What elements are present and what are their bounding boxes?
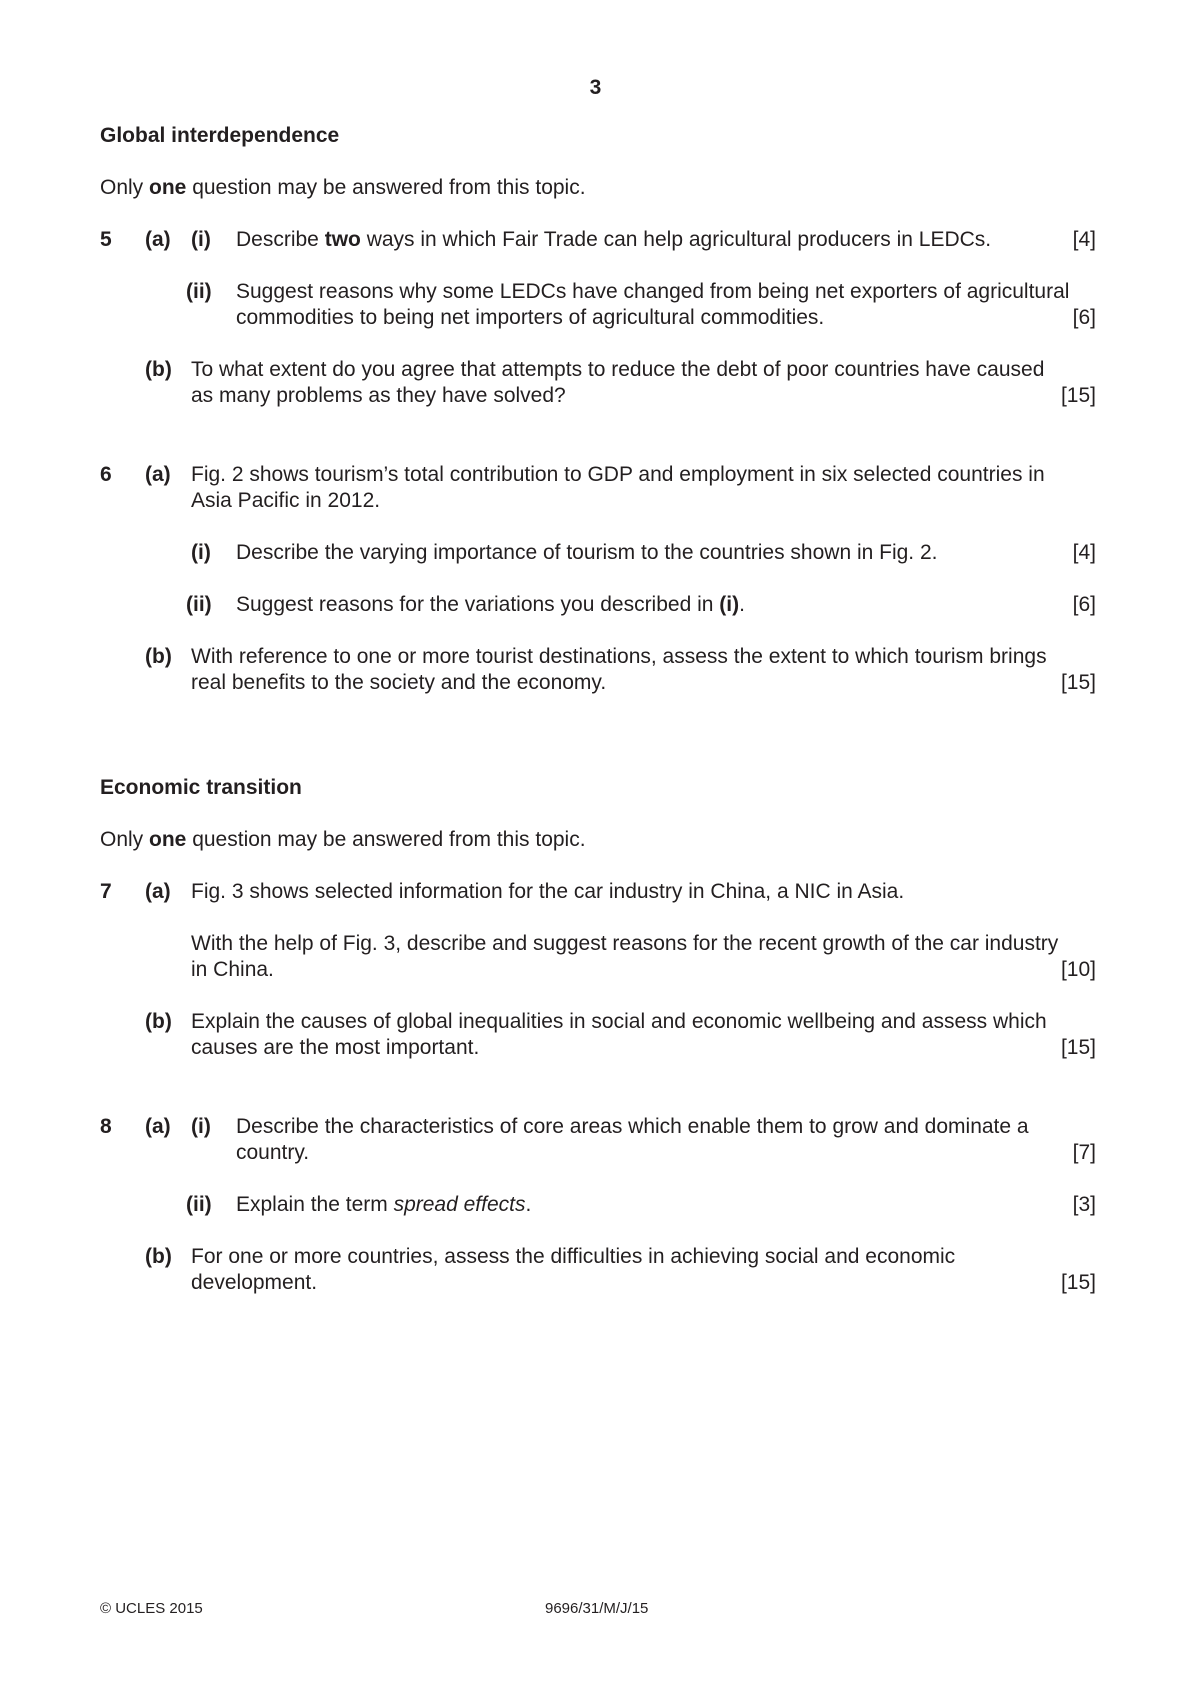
mark-8a-ii: [3] bbox=[1072, 1193, 1096, 1216]
intro-text: Only bbox=[100, 176, 150, 199]
section-intro bbox=[100, 828, 586, 852]
question-text-8a-i: Describe the characteristics of core areas which enable them to grow and dominate a bbox=[236, 1115, 1029, 1138]
text: Suggest reasons for the variations you described in bbox=[236, 593, 720, 616]
question-text-5a-ii-cont: commodities to being net importers of agricultural commodities. bbox=[236, 306, 825, 329]
subpart-label-5a-ii: (ii) bbox=[186, 280, 212, 303]
question-text-5b-cont: as many problems as they have solved? bbox=[191, 384, 566, 407]
mark-8a-i: [7] bbox=[1072, 1141, 1096, 1164]
text: Describe bbox=[236, 228, 325, 251]
question-text-7a-2: With the help of Fig. 3, describe and suggest reasons for the recent growth of the car industry bbox=[191, 932, 1059, 955]
mark-5a-ii: [6] bbox=[1072, 306, 1096, 329]
question-number-6: 6 bbox=[100, 463, 112, 486]
mark-8b: [15] bbox=[1060, 1271, 1096, 1294]
part-label-7b: (b) bbox=[145, 1010, 172, 1033]
text: Explain the term bbox=[236, 1193, 394, 1216]
bold-text: (i) bbox=[719, 593, 740, 616]
question-text-6a-cont: Asia Pacific in 2012. bbox=[191, 489, 381, 512]
question-text-5a-ii: Suggest reasons why some LEDCs have changed from being net exporters of agricultural bbox=[236, 280, 1070, 303]
question-text-8b-cont: development. bbox=[191, 1271, 318, 1294]
subpart-label-8a-i: (i) bbox=[191, 1115, 211, 1138]
question-text-6a-ii bbox=[236, 592, 1016, 618]
section-title-global-interdependence: Global interdependence bbox=[100, 124, 340, 147]
text: ways in which Fair Trade can help agricultural producers in LEDCs. bbox=[360, 228, 992, 251]
question-text-7a: Fig. 3 shows selected information for the car industry in China, a NIC in Asia. bbox=[191, 880, 905, 903]
intro-text: Only bbox=[100, 828, 150, 851]
subpart-label-8a-ii: (ii) bbox=[186, 1193, 212, 1216]
question-text-6a-i: Describe the varying importance of tourism to the countries shown in Fig. 2. bbox=[236, 541, 938, 564]
mark-7a: [10] bbox=[1060, 958, 1096, 981]
question-text-6b-cont: real benefits to the society and the economy. bbox=[191, 671, 607, 694]
text: . bbox=[525, 1193, 532, 1216]
section-title-economic-transition: Economic transition bbox=[100, 776, 302, 799]
mark-7b: [15] bbox=[1060, 1036, 1096, 1059]
part-label-6a: (a) bbox=[145, 463, 171, 486]
question-text-6b: With reference to one or more tourist destinations, assess the extent to which tourism brings bbox=[191, 645, 1047, 668]
page-number: 3 bbox=[589, 76, 602, 99]
mark-6b: [15] bbox=[1060, 671, 1096, 694]
mark-6a-ii: [6] bbox=[1072, 593, 1096, 616]
part-label-8a: (a) bbox=[145, 1115, 171, 1138]
footer-copyright: © UCLES 2015 bbox=[100, 1600, 203, 1617]
question-text-6a: Fig. 2 shows tourism’s total contribution to GDP and employment in six selected countries in bbox=[191, 463, 1045, 486]
italic-term: spread effects bbox=[393, 1193, 526, 1216]
part-label-5b: (b) bbox=[145, 358, 172, 381]
mark-6a-i: [4] bbox=[1072, 541, 1096, 564]
intro-text: question may be answered from this topic. bbox=[186, 176, 586, 199]
intro-text: question may be answered from this topic. bbox=[186, 828, 586, 851]
section-intro bbox=[100, 176, 586, 200]
mark-5a-i: [4] bbox=[1072, 228, 1096, 251]
question-text-5b: To what extent do you agree that attempts to reduce the debt of poor countries have caused bbox=[191, 358, 1045, 381]
subpart-label-6a-i: (i) bbox=[191, 541, 211, 564]
question-number-7: 7 bbox=[100, 880, 112, 903]
question-text-7b-cont: causes are the most important. bbox=[191, 1036, 480, 1059]
part-label-6b: (b) bbox=[145, 645, 172, 668]
question-number-8: 8 bbox=[100, 1115, 112, 1138]
question-text-8a-ii bbox=[236, 1192, 1016, 1218]
part-label-7a: (a) bbox=[145, 880, 171, 903]
subpart-label-6a-ii: (ii) bbox=[186, 593, 212, 616]
question-text-7b: Explain the causes of global inequalities in social and economic wellbeing and assess which bbox=[191, 1010, 1047, 1033]
question-text-5a-i bbox=[236, 227, 1036, 253]
footer-code: 9696/31/M/J/15 bbox=[545, 1600, 649, 1617]
bold-text: two bbox=[324, 228, 361, 251]
mark-5b: [15] bbox=[1060, 384, 1096, 407]
part-label-8b: (b) bbox=[145, 1245, 172, 1268]
intro-bold: one bbox=[149, 176, 187, 199]
part-label-5a: (a) bbox=[145, 228, 171, 251]
text: . bbox=[739, 593, 745, 616]
question-text-8a-i-cont: country. bbox=[236, 1141, 310, 1164]
intro-bold: one bbox=[149, 828, 187, 851]
subpart-label-5a-i: (i) bbox=[191, 228, 211, 251]
question-text-7a-cont: in China. bbox=[191, 958, 274, 981]
question-number-5: 5 bbox=[100, 228, 112, 251]
question-text-8b: For one or more countries, assess the difficulties in achieving social and economic bbox=[191, 1245, 956, 1268]
